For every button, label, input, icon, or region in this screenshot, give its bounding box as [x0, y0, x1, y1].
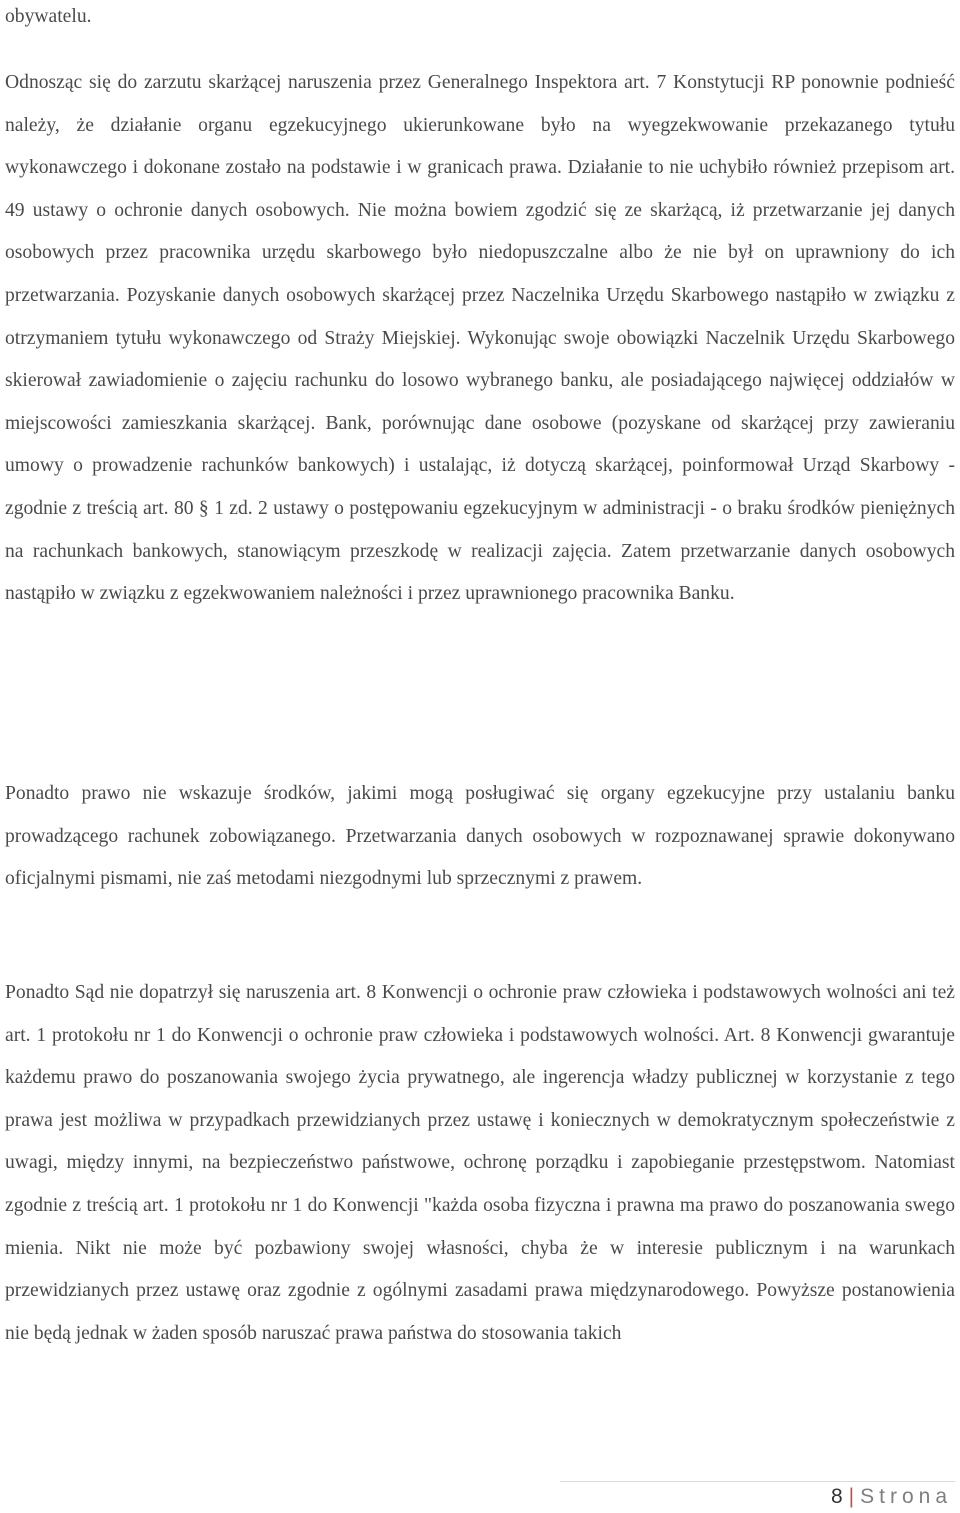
paragraph-konwencja: Ponadto Sąd nie dopatrzył się naruszenia art. 8 Konwencji o ochronie praw człowieka i podstawowych wolności ani też art. 1 protokołu nr 1 do Konwencji o ochronie praw człowieka i podstawowych wolności. Art. 8 Konwencji gwarantuje każdemu prawo do poszanowania swojego życia prywatnego, ale ingerencja władzy publicznej w korzystanie z tego prawa jest możliwa w przypadkach przewidzianych przez ustawę i koniecznych w demokratycznym społeczeństwie z uwagi, między innymi, na bezpieczeństwo państwowe, ochronę porządku i zapobieganie przestępstwom. Natomiast zgodnie z treścią art. 1 protokołu nr 1 do Konwencji "każda osoba fizyczna i prawna ma prawo do poszanowania swego mienia. Nikt nie może być pozbawiony swojej własności, chyba że w interesie publicznym i na warunkach przewidzianych przez ustawę oraz zgodnie z ogólnymi zasadami prawa międzynarodowego. Powyższe postanowienia nie będą jednak w żaden sposób naruszać prawa państwa do stosowania takich — [5, 982, 955, 1344]
footer-divider — [560, 1481, 955, 1482]
footer-separator: | — [848, 1485, 855, 1508]
page-word: Strona — [860, 1485, 952, 1508]
paragraph-srodki-egzekucyjne: Ponadto prawo nie wskazuje środków, jakimi mogą posługiwać się organy egzekucyjne przy ustalaniu banku prowadzącego rachunek zobowiązanego. Przetwarzania danych osobowych w rozpoznawanej sprawie dokonywano oficjalnymi pismami, nie zaś metodami niezgodnymi lub sprzecznymi z prawem. — [5, 783, 955, 890]
paragraph-continuation: obywatelu. — [5, 6, 92, 27]
page-number: 8 — [830, 1485, 843, 1508]
page-footer — [831, 1485, 952, 1509]
paragraph-art7-konstytucji: Odnosząc się do zarzutu skarżącej naruszenia przez Generalnego Inspektora art. 7 Konstytucji RP ponownie podnieść należy, że działanie organu egzekucyjnego ukierunkowane było na wyegzekwowanie przekazanego tytułu wykonawczego i dokonane zostało na podstawie i w granicach prawa. Działanie to nie uchybiło również przepisom art. 49 ustawy o ochronie danych osobowych. Nie można bowiem zgodzić się ze skarżącą, iż przetwarzanie jej danych osobowych przez pracownika urzędu skarbowego było niedopuszczalne albo że nie był on uprawniony do ich przetwarzania. Pozyskanie danych osobowych skarżącej przez Naczelnika Urzędu Skarbowego nastąpiło w związku z otrzymaniem tytułu wykonawczego od Straży Miejskiej. Wykonując swoje obowiązki Naczelnik Urzędu Skarbowego skierował zawiadomienie o zajęciu rachunku do losowo wybranego banku, ale posiadającego najwięcej oddziałów w miejscowości zamieszkania skarżącej. Bank, porównując dane osobowe (pozyskane od skarżącej przy zawieraniu umowy o prowadzenie rachunków bankowych) i ustalając, iż dotyczą skarżącej, poinformował Urząd Skarbowy - zgodnie z treścią art. 80 § 1 zd. 2 ustawy o postępowaniu egzekucyjnym w administracji - o braku środków pieniężnych na rachunkach bankowych, stanowiącym przeszkodę w realizacji zajęcia. Zatem przetwarzanie danych osobowych nastąpiło w związku z egzekwowaniem należności i przez uprawnionego pracownika Banku. — [5, 72, 955, 605]
